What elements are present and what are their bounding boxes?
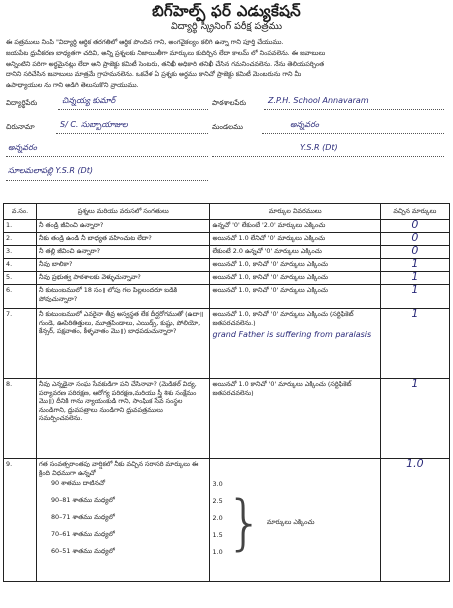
row-question: నీ తండ్రి జీవించి ఉన్నారా? [36, 220, 210, 233]
row-marks: ఉన్నచో '0' లేకుంటే '2.0' మార్కులు ఎక్కించు [210, 220, 380, 233]
instruction-line: దానిని సరిచేసిన జవాబులు మాత్రమే గ్రాహమనలెను. ఒకవేళ ఏ ప్రశ్నకు అర్థము కానిచో ప్రాజెక్టు కమిటీ మెంబరును గాని మీ [6, 70, 302, 79]
row-score[interactable]: 0 [380, 233, 449, 246]
row-score[interactable]: 1 [380, 285, 449, 309]
scale-value: 2.0 [212, 514, 223, 522]
address-underline [56, 133, 208, 134]
handwritten-note[interactable]: grand Father is suffering from paralasis [212, 330, 372, 340]
instruction-line: ఈ పత్రములు నింపి "విద్యార్థి ఆర్థిక తరగతిలో ఆర్థిక పొందిన గాని, అంగవైకల్యం కలిగి ఉన్నా గాని పూర్తి చేయుము. [6, 38, 284, 46]
mandal-underline [262, 133, 444, 134]
table-header-row [4, 204, 450, 220]
row-sno: 9. [4, 459, 37, 582]
row-question: నీ తల్లి జీవించి ఉన్నారా? [36, 246, 210, 259]
row-sno: 7. [4, 309, 37, 379]
row-marks: అయినచో 1.0, కానిచో '0' మార్కులు ఎక్కించు [210, 272, 380, 285]
row-score[interactable]: 1 [380, 272, 449, 285]
district-underline [212, 156, 444, 157]
row-question: నీవు బాలికా? [36, 259, 210, 272]
table-row [4, 233, 450, 246]
table-row [4, 285, 450, 309]
screening-table [3, 203, 450, 582]
instruction-line: జయపేట ధ్రువీకరణ బాధ్యతగా చదివి, అన్ని ప్రశ్నలకు నిజాయితీగా మార్కులు కుదిర్చిన లేదా కాలమ్ లో నింపవలెను. ఈ జవాబులు [6, 48, 326, 57]
brace-icon: } [225, 487, 264, 558]
range-item: 90–81 శాతము మధ్యలో [50, 496, 115, 505]
row-marks-cell [210, 459, 380, 582]
header-marks: మార్కుల వివరములు [210, 204, 380, 220]
row-score[interactable]: 1 [380, 379, 449, 459]
mandal-label: మండలము [212, 123, 243, 131]
scale-value: 3.0 [212, 480, 223, 488]
table-row [4, 459, 450, 582]
row-question: నీవు ప్రభుత్వ పాఠశాలకు వెళ్ళుచున్నావా? [36, 272, 210, 285]
table-row [4, 379, 450, 459]
scale-value: 2.5 [212, 497, 223, 505]
row-question-cell [36, 459, 210, 582]
address-line-underline [6, 180, 208, 181]
row-sno: 8. [4, 379, 37, 459]
form-title: బిగ్‌హెల్ప్ ఫర్ ఎడ్యుకేషన్ [152, 2, 301, 20]
row-marks: లేకుంటే 2.0 ఉన్నచో '0' మార్కులు ఎక్కించు [210, 246, 380, 259]
row-score[interactable]: 1.0 [380, 459, 449, 582]
form-subtitle: విద్యార్థి స్క్రీనింగ్ పరీక్ష పత్రము [170, 21, 283, 32]
row-marks-cell [210, 309, 380, 379]
scale-value: 1.5 [212, 531, 223, 539]
marks-scale [212, 480, 377, 565]
village-value[interactable]: అన్నవరం [8, 143, 37, 152]
row-score[interactable]: 1 [380, 309, 449, 379]
student-name-label: విద్యార్థిపేరు [6, 99, 38, 107]
range-item: 90 శాతము దాటినచో [50, 479, 105, 488]
scale-values [212, 480, 222, 565]
scale-value: 1.0 [212, 548, 223, 556]
row-sno: 5. [4, 272, 37, 285]
range-item: 70–61 శాతము మధ్యలో [50, 530, 115, 539]
mandal-value[interactable]: అన్నవరం [290, 120, 319, 129]
header-sno: వ.సం. [4, 204, 37, 220]
row-sno: 2. [4, 233, 37, 246]
percentage-ranges [39, 479, 208, 564]
student-name-underline [58, 109, 208, 110]
school-name-label: పాఠశాలపేరు [212, 99, 247, 107]
table-row [4, 309, 450, 379]
row-marks: అయినచో 1.0, కానిచో '0' మార్కులు ఎక్కించు [210, 285, 380, 309]
row-sno: 6. [4, 285, 37, 309]
row-question: నీ కుటుంబములో 18 సం॥ లోపు గల పిల్లలందరూ బడికి పోవుచున్నారా? [36, 285, 210, 309]
row-question: నీ కుటుంబములో ఎవరైనా తీవ్ర అస్వస్థత లేక దీర్ఘరోగముతో (ఉదా॥ గుండె, ఊపిరితిత్తులు, మూత్రపిండాలు, ఎయిడ్స్, కుష్టు, పోలియో, కేన్సర్, పక్షవాతం, కీళ్ళవాతం మొ॥) బాధపడుచున్నారా? [36, 309, 210, 379]
row-marks: మార్కులు ఎక్కించు [266, 518, 315, 527]
instruction-line: అన్నింటిని పరిగా అర్థమైనట్లు లేదా అని ప్రాజెక్టు కమిటీ సెంటరు, తనిఖీ అధికారి తనిఖీ చేసిన గమనించవలెను. నేను తెలియపర్చింత [6, 59, 325, 68]
range-item: 60–51 శాతము మధ్యలో [50, 547, 115, 556]
school-name-value[interactable]: Z.P.H. School Annavaram [268, 96, 369, 105]
header-question: ప్రశ్నలు మరియు వరుసలో సంగతులు [36, 204, 210, 220]
address-value[interactable]: S/ C. సుబ్బాయాజుల [60, 120, 128, 129]
row-marks: అయినచో 1.0 కానిచో '0' మార్కులు ఎక్కించు (సర్టిఫికెట్ జతపరచవలెను) [210, 379, 380, 459]
row-score[interactable]: 0 [380, 220, 449, 233]
row-sno: 3. [4, 246, 37, 259]
row-marks: అయినచో 1.0, కానిచో '0' మార్కులు ఎక్కించు [210, 259, 380, 272]
table-row [4, 259, 450, 272]
address-label: చిరునామా [6, 123, 35, 131]
village-underline [6, 156, 208, 157]
instructions-paragraph [6, 37, 446, 91]
row-question: నీవు ఎన్నడైనా సంఘ సేవకుడిగా పని చేసినావా? (మెడికల్ విద్య, పర్యావరణ పరిరక్షణ, ఆరోగ్య పరిరక్షణ,మరియు స్త్రీ శిశు సంక్షేమం మొ॥) దీనికి గాను న్యాయంకుడి గాని, సాంఘిక సేవ సంస్థల నుండిగాని, ధ్రువపత్రాలు నుండిగాని ధ్రువపత్రములు సమర్పించవలెను. [36, 379, 210, 459]
student-name-value[interactable]: చిన్నయ్య కుమార్ [62, 96, 116, 105]
row-sno: 1. [4, 220, 37, 233]
range-item: 80–71 శాతము మధ్యలో [50, 513, 115, 522]
row-marks: అయినచో 1.0, కానిచో '0' మార్కులు ఎక్కించు (సర్టిఫికెట్ జతపరచవలెను.) [212, 310, 354, 327]
row-score[interactable]: 1 [380, 259, 449, 272]
row-question: గత సంవత్సరాంతపు వార్షికలో నీకు వచ్చిన సరాసరి మార్కులు ఈ క్రింది విధముగా ఉన్నచో [38, 460, 199, 477]
row-marks: అయినచో 1.0 లేనిచో '0' మార్కులు ఎక్కించు [210, 233, 380, 246]
row-question: నీకు తండ్రి ఉండి నీ బాధ్యత వహించుట లేదా? [36, 233, 210, 246]
instruction-line: ఉపాధ్యాయుల ను గాని అడిగి తెలుసుకొని వ్రాయుము. [6, 81, 139, 90]
table-row [4, 272, 450, 285]
district-value[interactable]: Y.S.R (Dt) [300, 143, 338, 152]
row-score[interactable]: 0 [380, 246, 449, 259]
table-row [4, 246, 450, 259]
row-sno: 4. [4, 259, 37, 272]
header-score: వచ్చిన మార్కులు [380, 204, 449, 220]
table-row [4, 220, 450, 233]
school-name-underline [264, 109, 444, 110]
address-line-value[interactable]: సూలమలాపల్లి Y.S.R (Dt) [8, 166, 93, 175]
